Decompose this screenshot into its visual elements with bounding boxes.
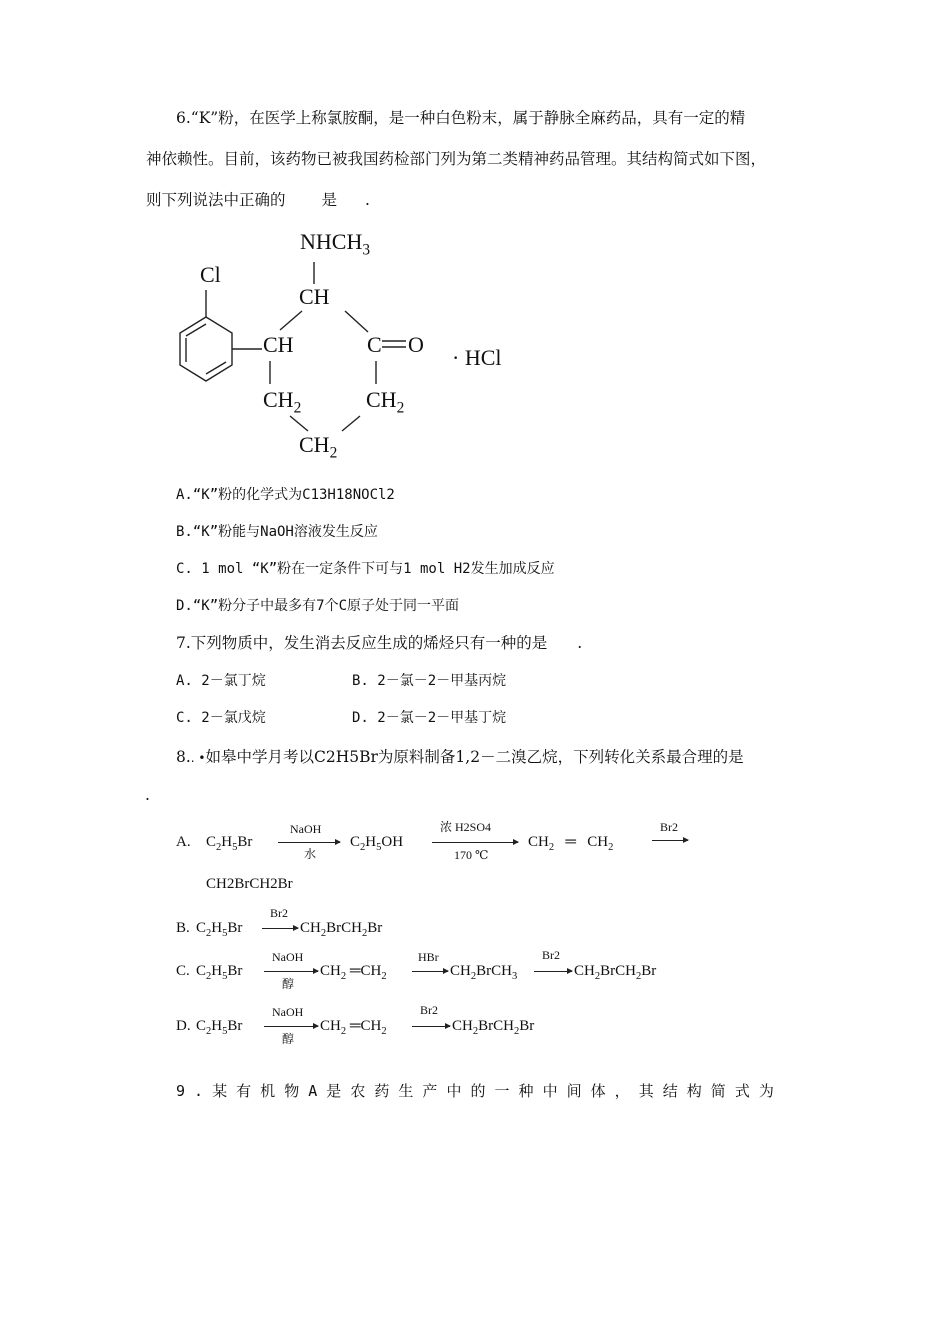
nhch3-sub: 3 [362, 241, 371, 259]
q8-stem-text: 如皋中学月考以C2H5Br为原料制备1,2－二溴乙烷，下列转化关系最合理的是 [205, 748, 744, 766]
a-product3: CH2BrCH2Br [206, 876, 293, 892]
structure-bonds [0, 0, 950, 480]
b-reagent: Br2 [270, 906, 288, 920]
d-arrow1 [264, 1026, 318, 1027]
ch2-bottom-text: CH [299, 432, 330, 457]
q8-dot-line: . [145, 786, 150, 804]
a-reactant: $C_2H_5Br$ [206, 834, 253, 853]
c-label: C. [176, 963, 190, 979]
c-reagent3-top: Br2 [542, 948, 560, 962]
q7-stem [176, 631, 582, 653]
a-reagent2-top: 浓 H2SO4 [440, 820, 492, 834]
c-product2: $CH_2BrCH_3$ [450, 963, 518, 982]
d-product2: $CH_2BrCH_2Br$ [452, 1018, 535, 1037]
c-product1: $CH_2$ $═CH_2$ [320, 963, 387, 982]
a-reagent3-top: Br2 [660, 820, 678, 834]
q7-option-c: C. 2－氯戊烷 [176, 710, 266, 726]
nhch-text: NHCH [300, 229, 363, 254]
ch2-right-label [366, 387, 404, 417]
q7-option-b: B. 2－氯－2－甲基丙烷 [352, 673, 507, 689]
c-product3: $CH_2BrCH_2Br$ [574, 963, 657, 982]
nhch3-label [300, 229, 370, 259]
c-arrow2 [412, 971, 448, 972]
ch2-right-sub: 2 [396, 399, 405, 417]
d-arrow2 [412, 1026, 450, 1027]
c-arrow3 [534, 971, 572, 972]
ch2-left-label [263, 387, 301, 417]
q8-mark: . • [190, 751, 206, 765]
d-reactant: $C_2H_5Br$ [196, 1018, 243, 1037]
c-reactant: $C_2H_5Br$ [196, 963, 243, 982]
ch2-left-text: CH [263, 387, 294, 412]
carbonyl-o-label: O [408, 332, 424, 357]
q6-line3-text: 则下列说法中正确的 [146, 191, 286, 209]
a-reagent1-top: NaOH [290, 822, 322, 836]
a-arrow2 [432, 842, 518, 843]
cl-label: Cl [200, 262, 221, 287]
q6-line2: 神依赖性。目前，该药物已被我国药检部门列为第二类精神药品管理。其结构简式如下图， [146, 150, 767, 168]
q7-option-d: D. 2－氯－2－甲基丁烷 [352, 710, 507, 726]
a-arrow1 [278, 842, 340, 843]
ch2-left-sub: 2 [293, 399, 302, 417]
d-label: D. [176, 1018, 191, 1034]
q6-line1: 6.“K”粉，在医学上称氯胺酮，是一种白色粉末，属于静脉全麻药品，具有一定的精 [176, 109, 746, 127]
ch-left-label: CH [263, 332, 294, 357]
carbonyl-c-label: C [367, 332, 382, 357]
d-reagent2-top: Br2 [420, 1003, 438, 1017]
q6-line3-dot: . [365, 191, 370, 209]
q7-stem-text: 7.下列物质中，发生消去反应生成的烯烃只有一种的是 [176, 634, 548, 652]
d-reagent1-top: NaOH [272, 1005, 304, 1019]
q6-option-c: C. 1 mol “K”粉在一定条件下可与1 mol H2发生加成反应 [176, 561, 555, 577]
b-arrow [262, 928, 298, 929]
q8-stem [176, 745, 744, 767]
a-product1: $C_2H_5OH$ [350, 834, 404, 853]
q9-stem: 9 . 某 有 机 物 A 是 农 药 生 产 中 的 一 种 中 间 体 ， 其 结 构 简 式 为 [176, 1082, 774, 1100]
ch2-right-text: CH [366, 387, 397, 412]
c-reagent1-bottom: 醇 [282, 977, 295, 991]
q6-option-a: A.“K”粉的化学式为C13H18NOCl2 [176, 487, 395, 503]
q6-option-d: D.“K”粉分子中最多有7个C原子处于同一平面 [176, 598, 459, 614]
q8-num: 8. [176, 748, 191, 766]
hcl-label: · HCl [452, 345, 502, 370]
ch2-bottom-label [299, 432, 337, 462]
a-reagent1-bottom: 水 [304, 847, 317, 861]
ch2-bottom-sub: 2 [329, 444, 338, 462]
ketamine-structure [0, 0, 950, 480]
q6-line3-shi: 是 [321, 191, 338, 209]
d-product1: $CH_2$ $═CH_2$ [320, 1018, 387, 1037]
a-reagent2-bottom: 170 ℃ [454, 848, 489, 862]
ch-top-label: CH [299, 284, 330, 309]
q7-option-a: A. 2－氯丁烷 [176, 673, 266, 689]
a-label: A. [176, 834, 191, 850]
q7-stem-dot: . [577, 634, 583, 652]
c-reagent2-top: HBr [418, 950, 439, 964]
a-arrow3 [652, 840, 688, 841]
b-reactant: $C_2H_5Br$ [196, 920, 243, 939]
c-reagent1-top: NaOH [272, 950, 304, 964]
a-product2: $CH_2$ ═ $CH_2$ [528, 834, 614, 853]
q6-option-b: B.“K”粉能与NaOH溶液发生反应 [176, 524, 378, 540]
b-product: $CH_2BrCH_2Br$ [300, 920, 383, 939]
d-reagent1-bottom: 醇 [282, 1032, 295, 1046]
c-arrow1 [264, 971, 318, 972]
b-label: B. [176, 920, 190, 936]
